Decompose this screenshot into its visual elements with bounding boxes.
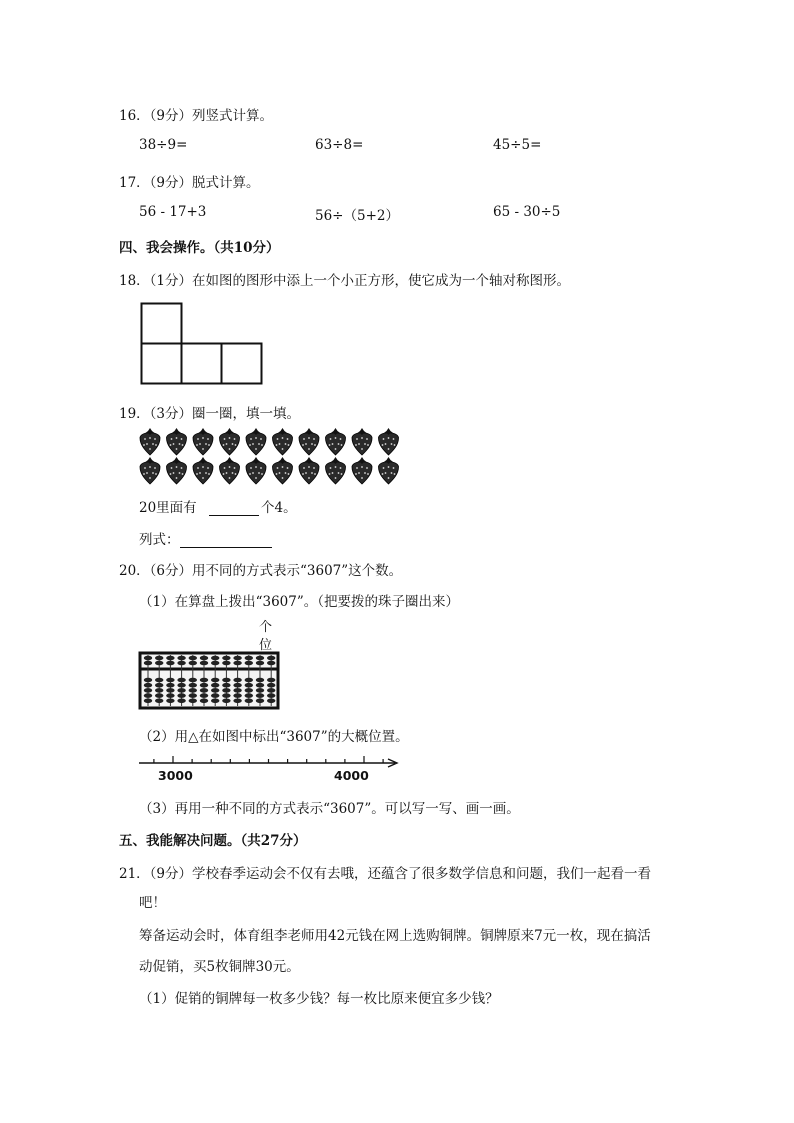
abacus-upper-bead[interactable]: [189, 661, 197, 666]
abacus-lower-bead[interactable]: [222, 693, 230, 698]
strawberry[interactable]: [273, 428, 293, 455]
q21-part1: （1）促销的铜牌每一枚多少钱？每一枚比原来便宜多少钱？: [139, 991, 499, 1007]
abacus-upper-bead[interactable]: [144, 661, 152, 666]
abacus-lower-bead[interactable]: [245, 688, 253, 693]
strawberry[interactable]: [352, 457, 372, 484]
abacus-upper-bead[interactable]: [144, 656, 152, 661]
abacus-lower-bead[interactable]: [189, 678, 197, 683]
strawberry[interactable]: [220, 457, 240, 484]
abacus-upper-bead[interactable]: [166, 656, 174, 661]
section-5-heading: 五、我能解决问题。（共27分）: [119, 833, 307, 849]
strawberry[interactable]: [273, 457, 293, 484]
abacus-upper-bead[interactable]: [200, 656, 208, 661]
q21-body-line1: 筹备运动会时，体育组李老师用42元钱在网上选购铜牌。铜牌原来7元一枚，现在搞活: [139, 928, 651, 944]
abacus-lower-bead[interactable]: [211, 699, 219, 704]
strawberry[interactable]: [299, 457, 319, 484]
abacus-lower-bead[interactable]: [222, 683, 230, 688]
abacus-lower-bead[interactable]: [155, 678, 163, 683]
abacus-lower-bead[interactable]: [155, 688, 163, 693]
q17-title: 17．（9分）脱式计算。: [119, 175, 260, 191]
abacus-upper-bead[interactable]: [267, 656, 275, 661]
abacus-lower-bead[interactable]: [233, 683, 241, 688]
abacus-lower-bead[interactable]: [222, 678, 230, 683]
abacus-upper-bead[interactable]: [233, 661, 241, 666]
abacus-lower-bead[interactable]: [189, 683, 197, 688]
abacus-lower-bead[interactable]: [256, 693, 264, 698]
abacus-upper-bead[interactable]: [155, 656, 163, 661]
abacus-lower-bead[interactable]: [256, 678, 264, 683]
q19-formula-label: 列式：: [139, 532, 180, 548]
q21-body-line2: 动促销，买5枚铜牌30元。: [139, 959, 300, 975]
q19-fill-line: [139, 496, 297, 516]
strawberry[interactable]: [140, 457, 160, 484]
abacus-upper-bead[interactable]: [233, 656, 241, 661]
abacus-upper-bead[interactable]: [222, 656, 230, 661]
strawberry[interactable]: [167, 428, 187, 455]
number-line-label-4000: 4000: [334, 768, 369, 783]
strawberry-grid: [138, 428, 408, 488]
strawberry[interactable]: [326, 457, 346, 484]
abacus-lower-bead[interactable]: [222, 699, 230, 704]
abacus[interactable]: [139, 652, 282, 710]
abacus-upper-bead[interactable]: [177, 656, 185, 661]
abacus-upper-bead[interactable]: [222, 661, 230, 666]
abacus-lower-bead[interactable]: [200, 688, 208, 693]
abacus-lower-bead[interactable]: [155, 683, 163, 688]
strawberry[interactable]: [379, 457, 399, 484]
abacus-upper-bead[interactable]: [256, 661, 264, 666]
abacus-lower-bead[interactable]: [166, 683, 174, 688]
abacus-lower-bead[interactable]: [222, 688, 230, 693]
abacus-lower-bead[interactable]: [144, 699, 152, 704]
q16-title: 16．（9分）列竖式计算。: [119, 108, 274, 124]
abacus-lower-bead[interactable]: [177, 683, 185, 688]
abacus-lower-bead[interactable]: [267, 688, 275, 693]
q19-formula-line: [139, 528, 272, 548]
abacus-upper-bead[interactable]: [267, 661, 275, 666]
abacus-lower-bead[interactable]: [144, 678, 152, 683]
abacus-label-ge: 个: [259, 620, 273, 635]
abacus-lower-bead[interactable]: [177, 678, 185, 683]
abacus-lower-bead[interactable]: [233, 693, 241, 698]
abacus-upper-bead[interactable]: [200, 661, 208, 666]
q16-item-3: 45÷5=: [493, 137, 542, 153]
abacus-lower-bead[interactable]: [233, 699, 241, 704]
abacus-lower-bead[interactable]: [177, 688, 185, 693]
q19-fill-prefix: 20里面有: [139, 500, 197, 516]
q16-item-1: 38÷9=: [139, 137, 188, 153]
abacus-lower-bead[interactable]: [177, 699, 185, 704]
q17-item-3: 65 - 30÷5: [493, 204, 561, 220]
q17-item-1: 56 - 17+3: [139, 204, 207, 220]
q20-part1: （1）在算盘上拨出“3607”。（把要拨的珠子圈出来）: [139, 594, 459, 610]
q20-part3: （3）再用一种不同的方式表示“3607”。可以写一写、画一画。: [139, 801, 520, 817]
abacus-lower-bead[interactable]: [189, 688, 197, 693]
strawberry[interactable]: [326, 428, 346, 455]
strawberry[interactable]: [193, 457, 213, 484]
abacus-lower-bead[interactable]: [166, 688, 174, 693]
q19-answer-blank[interactable]: [209, 502, 259, 516]
abacus-lower-bead[interactable]: [211, 683, 219, 688]
abacus-upper-bead[interactable]: [155, 661, 163, 666]
section-4-heading: 四、我会操作。（共10分）: [119, 240, 280, 256]
abacus-lower-bead[interactable]: [256, 688, 264, 693]
abacus-upper-bead[interactable]: [166, 661, 174, 666]
abacus-lower-bead[interactable]: [177, 693, 185, 698]
abacus-lower-bead[interactable]: [166, 678, 174, 683]
abacus-lower-bead[interactable]: [245, 678, 253, 683]
q19-title: 19．（3分）圈一圈，填一填。: [119, 406, 301, 422]
abacus-label-wei: 位: [259, 638, 273, 653]
q18-square-figure: [140, 302, 265, 386]
abacus-lower-bead[interactable]: [256, 683, 264, 688]
abacus-lower-bead[interactable]: [233, 678, 241, 683]
abacus-lower-bead[interactable]: [233, 688, 241, 693]
q20-part2: （2）用△在如图中标出“3607”的大概位置。: [139, 729, 409, 745]
abacus-upper-bead[interactable]: [211, 661, 219, 666]
q20-title: 20．（6分）用不同的方式表示“3607”这个数。: [119, 563, 403, 579]
strawberry[interactable]: [220, 428, 240, 455]
q19-fill-suffix: 个4。: [260, 500, 297, 516]
strawberry[interactable]: [246, 428, 266, 455]
abacus-lower-bead[interactable]: [144, 693, 152, 698]
abacus-lower-bead[interactable]: [189, 693, 197, 698]
abacus-lower-bead[interactable]: [200, 699, 208, 704]
number-line-label-3000: 3000: [158, 768, 193, 783]
abacus-lower-bead[interactable]: [200, 693, 208, 698]
abacus-lower-bead[interactable]: [155, 699, 163, 704]
abacus-lower-bead[interactable]: [267, 678, 275, 683]
abacus-lower-bead[interactable]: [144, 688, 152, 693]
abacus-lower-bead[interactable]: [189, 699, 197, 704]
abacus-upper-bead[interactable]: [245, 656, 253, 661]
strawberry[interactable]: [246, 457, 266, 484]
abacus-lower-bead[interactable]: [267, 699, 275, 704]
abacus-lower-bead[interactable]: [211, 688, 219, 693]
q19-formula-blank[interactable]: [180, 534, 272, 548]
strawberry[interactable]: [299, 428, 319, 455]
abacus-lower-bead[interactable]: [256, 699, 264, 704]
abacus-lower-bead[interactable]: [144, 683, 152, 688]
abacus-lower-bead[interactable]: [245, 683, 253, 688]
abacus-upper-bead[interactable]: [177, 661, 185, 666]
abacus-upper-bead[interactable]: [256, 656, 264, 661]
abacus-lower-bead[interactable]: [245, 699, 253, 704]
abacus-upper-bead[interactable]: [245, 661, 253, 666]
strawberry[interactable]: [140, 428, 160, 455]
abacus-lower-bead[interactable]: [245, 693, 253, 698]
abacus-lower-bead[interactable]: [211, 678, 219, 683]
abacus-lower-bead[interactable]: [166, 693, 174, 698]
q16-item-2: 63÷8=: [315, 137, 364, 153]
strawberry[interactable]: [379, 428, 399, 455]
abacus-lower-bead[interactable]: [155, 693, 163, 698]
abacus-lower-bead[interactable]: [166, 699, 174, 704]
abacus-upper-bead[interactable]: [189, 656, 197, 661]
strawberry[interactable]: [167, 457, 187, 484]
abacus-lower-bead[interactable]: [267, 683, 275, 688]
abacus-lower-bead[interactable]: [200, 683, 208, 688]
q17-item-2: 56÷（5+2）: [315, 208, 399, 224]
q18-title: 18．（1分）在如图的图形中添上一个小正方形，使它成为一个轴对称图形。: [119, 273, 571, 289]
strawberry[interactable]: [352, 428, 372, 455]
abacus-lower-bead[interactable]: [211, 693, 219, 698]
abacus-lower-bead[interactable]: [267, 693, 275, 698]
strawberry[interactable]: [193, 428, 213, 455]
abacus-upper-bead[interactable]: [211, 656, 219, 661]
q21-title-line2: 吧！: [139, 895, 166, 911]
q21-title-line1: 21．（9分）学校春季运动会不仅有去哦，还蕴含了很多数学信息和问题，我们一起看一看: [119, 866, 652, 882]
abacus-lower-bead[interactable]: [200, 678, 208, 683]
